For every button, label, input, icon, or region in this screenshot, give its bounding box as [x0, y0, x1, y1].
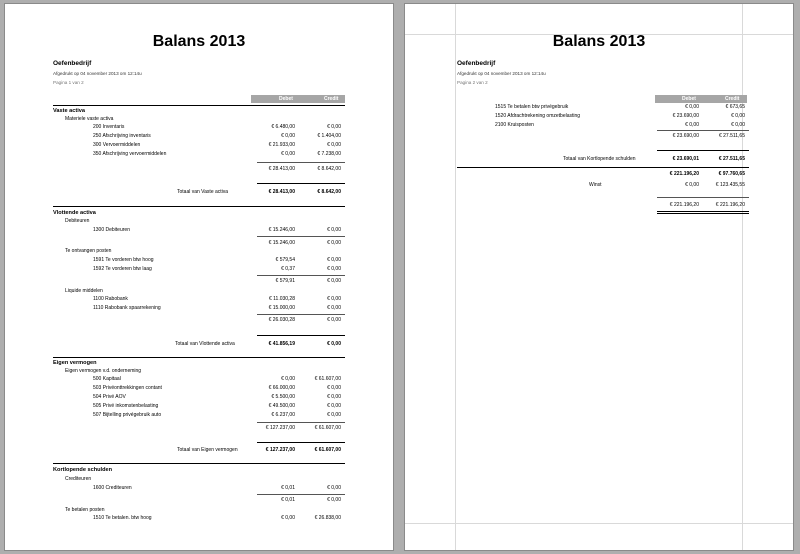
total-credit: € 8.642,00: [317, 189, 341, 195]
credit-value: € 61.607,00: [314, 376, 341, 382]
credit-header: Credit: [725, 96, 740, 102]
debet-value: € 21.933,00: [268, 142, 295, 148]
printed-date: Afgedrukt op 04 november 2013 om 12:14u: [53, 71, 142, 76]
margin-guide: [405, 523, 793, 524]
final-credit: € 221.196,20: [715, 202, 745, 208]
divider: [657, 150, 749, 151]
credit-value: € 0,00: [731, 113, 745, 119]
section-heading: Vaste activa: [53, 108, 86, 114]
credit-value: € 0,00: [327, 305, 341, 311]
divider: [257, 494, 345, 495]
debet-value: € 0,37: [281, 266, 295, 272]
credit-value: € 0,00: [327, 124, 341, 130]
divider: [657, 197, 749, 198]
company-name: Oefenbedrijf: [53, 60, 92, 67]
account-label: 1592 Te vorderen btw laag: [93, 266, 152, 272]
account-label: 503 Privéonttrekkingen contant: [93, 385, 162, 391]
credit-value: € 0,00: [327, 394, 341, 400]
credit-value: € 0,00: [327, 403, 341, 409]
page-number: Pagina 1 van 2: [53, 80, 84, 85]
winst-credit: € 123.435,55: [715, 182, 745, 188]
total-credit: € 61.607,00: [314, 447, 341, 453]
report-title: Balans 2013: [552, 33, 646, 50]
total-label: Totaal van Kortlopende schulden: [563, 156, 636, 162]
credit-header: Credit: [324, 96, 339, 102]
subtotal-credit: € 61.607,00: [314, 425, 341, 431]
debet-value: € 15.000,00: [268, 305, 295, 311]
group-label: Crediteuren: [65, 476, 92, 482]
credit-value: € 0,00: [327, 385, 341, 391]
credit-value: € 26.838,00: [314, 515, 341, 521]
credit-value: € 0,00: [327, 142, 341, 148]
printed-date: Afgedrukt op 04 november 2013 om 12:14u: [457, 71, 546, 76]
total-debet: € 28.413,00: [268, 189, 295, 195]
subtotal-credit: € 8.642,00: [317, 166, 341, 172]
debet-value: € 6.480,00: [271, 124, 295, 130]
debet-value: € 0,00: [281, 151, 295, 157]
subtotal-debet: € 0,01: [281, 497, 295, 503]
account-label: 500 Kapitaal: [93, 376, 121, 382]
debet-value: € 5.500,00: [271, 394, 295, 400]
grand-credit: € 97.760,65: [718, 171, 745, 177]
debet-header: Debet: [682, 96, 696, 102]
divider: [657, 130, 749, 131]
group-label: Materiele vaste activa: [65, 116, 114, 122]
divider: [53, 463, 345, 464]
total-credit: € 0,00: [327, 341, 341, 347]
subtotal-credit: € 0,00: [327, 497, 341, 503]
subtotal-debet: € 26.030,28: [268, 317, 295, 323]
subtotal-credit: € 0,00: [327, 278, 341, 284]
account-label: 1600 Crediteuren: [93, 485, 132, 491]
account-label: 2100 Kruisposten: [495, 122, 534, 128]
divider: [257, 236, 345, 237]
group-label: Liquide middelen: [65, 288, 103, 294]
debet-value: € 0,01: [281, 485, 295, 491]
double-underline: [657, 211, 749, 212]
final-debet: € 221.196,20: [669, 202, 699, 208]
subtotal-debet: € 28.413,00: [268, 166, 295, 172]
divider: [257, 442, 345, 443]
account-label: 250 Afschrijving inventaris: [93, 133, 151, 139]
page-1: [5, 4, 393, 550]
subtotal-debet: € 579,91: [275, 278, 295, 284]
group-label: Te betalen posten: [65, 507, 105, 513]
debet-value: € 15.246,00: [268, 227, 295, 233]
account-label: 504 Privé AOV: [93, 394, 126, 400]
total-debet: € 41.856,19: [268, 341, 295, 347]
column-header: [251, 95, 345, 103]
margin-guide: [455, 4, 456, 550]
debet-value: € 23.690,00: [672, 113, 699, 119]
column-header: [655, 95, 747, 103]
account-label: 1110 Rabobank spaarrekening: [93, 305, 161, 311]
credit-value: € 0,00: [327, 257, 341, 263]
winst-debet: € 0,00: [685, 182, 699, 188]
page-number: Pagina 2 van 2: [457, 80, 488, 85]
credit-value: € 1.404,00: [317, 133, 341, 139]
account-label: 1515 Te betalen btw privégebruik: [495, 104, 569, 110]
credit-value: € 0,00: [327, 266, 341, 272]
divider: [53, 357, 345, 358]
debet-header: Debet: [279, 96, 293, 102]
section-heading: Kortlopende schulden: [53, 467, 113, 473]
total-label: Totaal van Vaste activa: [177, 189, 229, 195]
total-credit: € 27.511,65: [718, 156, 745, 162]
subtotal-debet: € 127.237,00: [265, 425, 295, 431]
debet-value: € 0,00: [281, 376, 295, 382]
credit-value: € 0,00: [327, 296, 341, 302]
account-label: 1100 Rabobank: [93, 296, 128, 302]
divider: [257, 275, 345, 276]
subtotal-credit: € 0,00: [327, 317, 341, 323]
group-label: Eigen vermogen v.d. onderneming: [65, 368, 142, 374]
subtotal-debet: € 15.246,00: [268, 240, 295, 246]
page-2: [405, 4, 793, 550]
account-label: 350 Afschrijving vervoermiddelen: [93, 151, 167, 157]
divider: [257, 162, 345, 163]
divider: [257, 314, 345, 315]
divider: [457, 167, 749, 168]
account-label: 1510 Te betalen. btw hoog: [93, 515, 152, 521]
total-label: Totaal van Eigen vermogen: [177, 447, 238, 453]
account-label: 1520 Afdrachtrekening omzetbelasting: [495, 113, 581, 119]
section-heading: Eigen vermogen: [53, 360, 97, 366]
account-label: 300 Vervoermiddelen: [93, 142, 141, 148]
debet-value: € 0,00: [281, 133, 295, 139]
credit-value: € 0,00: [327, 227, 341, 233]
debet-value: € 6.237,00: [271, 412, 295, 418]
subtotal-credit: € 0,00: [327, 240, 341, 246]
credit-value: € 673,65: [725, 104, 745, 110]
double-underline: [657, 213, 749, 214]
account-label: 505 Privé inkomstenbelasting: [93, 403, 159, 409]
winst-label: Winst: [589, 182, 602, 188]
group-label: Debiteuren: [65, 218, 90, 224]
divider: [257, 335, 345, 336]
debet-value: € 11.030,28: [268, 296, 295, 302]
credit-value: € 0,00: [327, 412, 341, 418]
section-heading: Vlottende activa: [53, 210, 96, 216]
credit-value: € 7.238,00: [317, 151, 341, 157]
debet-value: € 579,54: [275, 257, 295, 263]
divider: [257, 183, 345, 184]
subtotal-debet: € 23.690,00: [672, 133, 699, 139]
divider: [257, 422, 345, 423]
group-label: Te ontvangen posten: [65, 248, 112, 254]
total-debet: € 23.690,01: [672, 156, 699, 162]
debet-value: € 0,00: [685, 122, 699, 128]
debet-value: € 66.000,00: [268, 385, 295, 391]
account-label: 1591 Te vorderen btw hoog: [93, 257, 154, 263]
total-label: Totaal van Vlottende activa: [175, 341, 235, 347]
credit-value: € 0,00: [731, 122, 745, 128]
account-label: 507 Bijtelling privégebruik auto: [93, 412, 162, 418]
debet-value: € 0,00: [281, 515, 295, 521]
company-name: Oefenbedrijf: [457, 60, 496, 67]
account-label: 200 Inventaris: [93, 124, 125, 130]
grand-debet: € 221.196,20: [669, 171, 699, 177]
subtotal-credit: € 27.511,65: [718, 133, 745, 139]
credit-value: € 0,00: [327, 485, 341, 491]
debet-value: € 49.500,00: [268, 403, 295, 409]
divider: [53, 206, 345, 207]
total-debet: € 127.237,00: [265, 447, 295, 453]
debet-value: € 0,00: [685, 104, 699, 110]
margin-guide: [742, 4, 743, 550]
report-title: Balans 2013: [152, 33, 246, 50]
divider: [53, 105, 345, 106]
account-label: 1300 Debiteuren: [93, 227, 130, 233]
